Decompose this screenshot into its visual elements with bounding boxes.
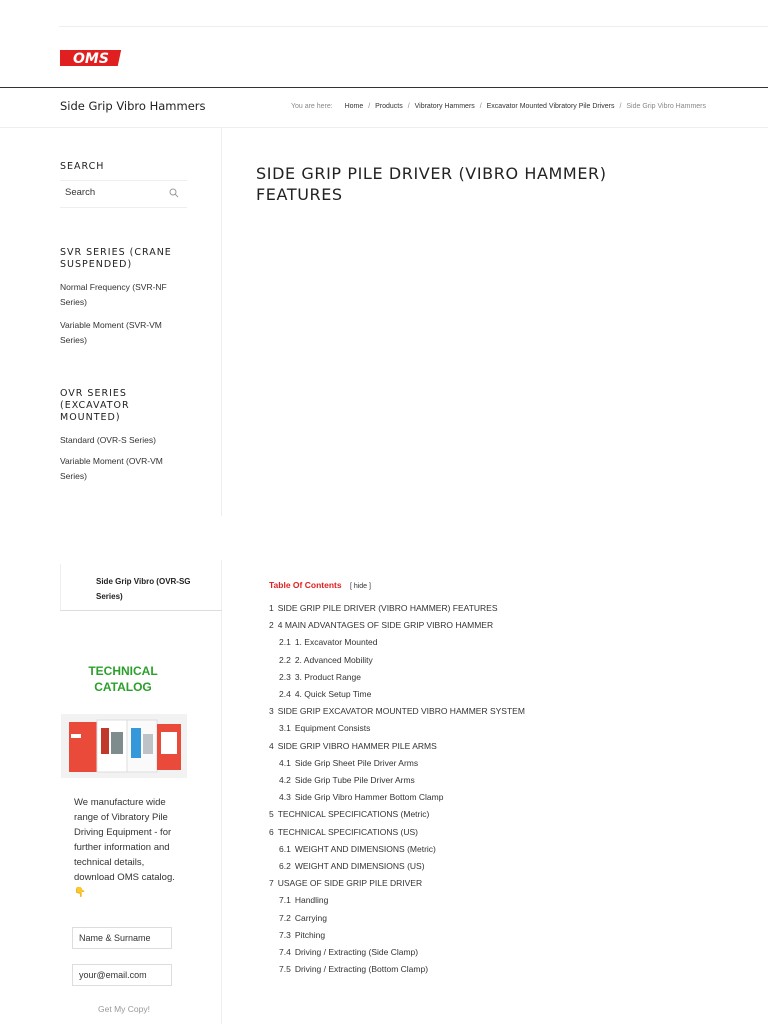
toc-item[interactable] — [269, 600, 729, 617]
toc-item-label: SIDE GRIP PILE DRIVER (VIBRO HAMMER) FEATURES — [277, 603, 498, 613]
toc-item[interactable] — [269, 910, 729, 927]
toc-item-number: 7.2 — [279, 912, 291, 923]
toc-item[interactable] — [269, 686, 729, 703]
breadcrumb-products[interactable]: Products — [375, 103, 403, 110]
toc-item-number: 2.3 — [279, 671, 291, 682]
toc-item-number: 7.4 — [279, 947, 291, 958]
catalog-image[interactable] — [61, 714, 187, 778]
toc-title: Table Of Contents [ hide ] — [269, 580, 371, 590]
toc-item-number: 5 — [269, 809, 274, 820]
toc-item-number: 4.2 — [279, 775, 291, 786]
toc-hide-toggle[interactable]: [ hide ] — [349, 583, 371, 590]
toc-item[interactable] — [269, 841, 729, 858]
toc-item[interactable] — [269, 772, 729, 789]
toc-item-label: 4. Quick Setup Time — [294, 689, 372, 700]
toc-item-label: Carrying — [294, 912, 327, 923]
svr-series-heading: SVR SERIES (CRANE SUSPENDED) — [60, 247, 172, 270]
toc-item-number: 7.5 — [279, 964, 291, 975]
toc-item-label: TECHNICAL SPECIFICATIONS (Metric) — [277, 809, 430, 820]
toc-item[interactable] — [269, 858, 729, 875]
header-divider — [0, 87, 768, 88]
toc-item-label: 4 MAIN ADVANTAGES OF SIDE GRIP VIBRO HAMMER — [277, 620, 494, 631]
search-input[interactable] — [63, 186, 167, 199]
name-field[interactable] — [72, 927, 172, 949]
email-field[interactable] — [72, 964, 172, 986]
toc-item-label: Handling — [294, 895, 329, 906]
toc-item[interactable] — [269, 720, 729, 737]
svg-text:OMS: OMS — [73, 51, 109, 67]
technical-catalog-heading: TECHNICAL CATALOG — [88, 664, 158, 694]
toc-item[interactable] — [269, 927, 729, 944]
breadcrumb: You are here: Home / Products / Vibratory Hammers / Excavator Mounted Vibratory Pile Drivers / Side Grip Vibro Hammers — [290, 103, 706, 110]
toc-item-number: 7.1 — [279, 895, 291, 906]
toc-item-number: 3 — [269, 706, 274, 717]
toc-item-number: 6.1 — [279, 843, 291, 854]
toc-item[interactable] — [269, 961, 729, 978]
toc-item-number: 7.3 — [279, 929, 291, 940]
toc-item[interactable] — [269, 669, 729, 686]
toc-item-number: 3.1 — [279, 723, 291, 734]
toc-item-label: Equipment Consists — [294, 723, 371, 734]
sidebar-divider — [221, 128, 222, 516]
oms-logo[interactable] — [60, 46, 122, 70]
toc-item-label: Pitching — [294, 929, 326, 940]
toc-item-number: 4.3 — [279, 792, 291, 803]
breadcrumb-current: Side Grip Vibro Hammers — [626, 103, 706, 110]
toc-item[interactable] — [269, 738, 729, 755]
toc-item-number: 2.1 — [279, 637, 291, 648]
toc-item[interactable] — [269, 944, 729, 961]
main-title: SIDE GRIP PILE DRIVER (VIBRO HAMMER) FEATURES — [256, 164, 607, 204]
toc-item-label: TECHNICAL SPECIFICATIONS (US) — [277, 826, 418, 837]
toc-item-label: Side Grip Sheet Pile Driver Arms — [294, 757, 419, 768]
sidebar-divider-lower — [221, 560, 222, 1024]
toc-item-label: 2. Advanced Mobility — [294, 654, 373, 665]
toc-item[interactable] — [269, 755, 729, 772]
search-heading: SEARCH — [60, 161, 105, 172]
sidebar-item-svr-nf[interactable]: Normal Frequency (SVR-NF Series) — [60, 282, 167, 307]
top-divider — [59, 26, 768, 27]
sidebar-item-ovr-sg-label: Side Grip Vibro (OVR-SG Series) — [96, 577, 191, 601]
catalog-description: We manufacture wide range of Vibratory Pile Driving Equipment - for further information and technical details, download OMS catalog. 👇 — [74, 797, 175, 898]
breadcrumb-excavator-mounted[interactable]: Excavator Mounted Vibratory Pile Drivers — [486, 103, 615, 110]
toc-item-label: WEIGHT AND DIMENSIONS (US) — [294, 861, 425, 872]
toc-item[interactable] — [269, 875, 729, 892]
toc-item-number: 1 — [269, 603, 274, 613]
toc-item-label: Driving / Extracting (Side Clamp) — [294, 947, 419, 958]
toc-item[interactable] — [269, 789, 729, 806]
toc-item[interactable] — [269, 617, 729, 634]
toc-item-label: Side Grip Vibro Hammer Bottom Clamp — [294, 792, 444, 803]
toc-item-number: 7 — [269, 878, 274, 889]
toc-item-number: 6.2 — [279, 861, 291, 872]
toc-list — [269, 600, 729, 978]
page-title: Side Grip Vibro Hammers — [60, 99, 206, 113]
pointing-hand-icon: 👇 — [74, 887, 86, 898]
subheader-divider — [0, 127, 768, 128]
toc-item-label: Side Grip Tube Pile Driver Arms — [294, 775, 415, 786]
toc-item-label: SIDE GRIP VIBRO HAMMER PILE ARMS — [277, 740, 437, 751]
breadcrumb-prefix: You are here: — [290, 103, 333, 110]
toc-item-label: Driving / Extracting (Bottom Clamp) — [294, 964, 429, 975]
toc-item[interactable] — [269, 824, 729, 841]
get-copy-button[interactable]: Get My Copy! — [98, 1004, 150, 1014]
toc-item-number: 2.2 — [279, 654, 291, 665]
toc-item[interactable] — [269, 634, 729, 651]
toc-item[interactable] — [269, 806, 729, 823]
toc-item-number: 2 — [269, 620, 274, 631]
ovr-series-heading: OVR SERIES (EXCAVATOR MOUNTED) — [60, 388, 130, 423]
toc-item-number: 2.4 — [279, 689, 291, 700]
breadcrumb-vibratory-hammers[interactable]: Vibratory Hammers — [414, 103, 475, 110]
toc-item[interactable] — [269, 652, 729, 669]
toc-item-number: 6 — [269, 826, 274, 837]
search-box — [60, 180, 187, 208]
search-icon[interactable] — [169, 188, 179, 198]
sidebar-item-svr-vm[interactable]: Variable Moment (SVR-VM Series) — [60, 320, 162, 345]
toc-item-label: 3. Product Range — [294, 671, 361, 682]
toc-item-label: USAGE OF SIDE GRIP PILE DRIVER — [277, 878, 423, 889]
toc-item-label: 1. Excavator Mounted — [294, 637, 378, 648]
breadcrumb-home[interactable]: Home — [344, 103, 364, 110]
sidebar-item-ovr-vm[interactable]: Variable Moment (OVR-VM Series) — [60, 456, 163, 481]
toc-item-number: 4 — [269, 740, 274, 751]
toc-item-label: SIDE GRIP EXCAVATOR MOUNTED VIBRO HAMMER SYSTEM — [277, 706, 525, 717]
toc-item-number: 4.1 — [279, 757, 291, 768]
toc-item-label: WEIGHT AND DIMENSIONS (Metric) — [294, 843, 436, 854]
toc-item[interactable] — [269, 892, 729, 909]
sidebar-item-ovr-s[interactable]: Standard (OVR-S Series) — [60, 435, 156, 445]
sidebar-item-ovr-sg[interactable] — [60, 564, 222, 611]
toc-item[interactable] — [269, 703, 729, 720]
